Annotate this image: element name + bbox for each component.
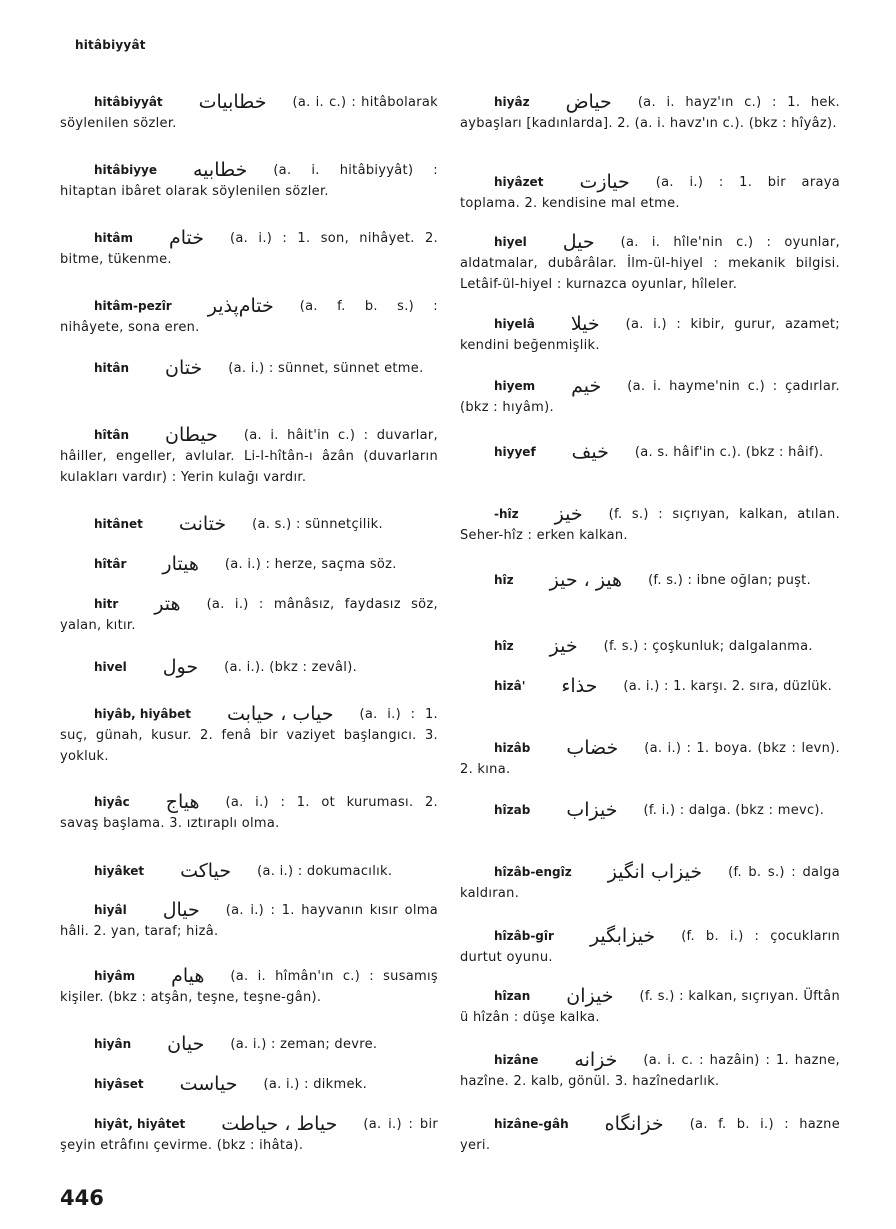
entry-headword: hiyâset [94, 1077, 144, 1091]
entry-definition: (a. s.) : sünnetçilik. [252, 517, 383, 532]
entry-headword: hiyel [494, 235, 527, 249]
dictionary-entry [460, 442, 840, 463]
entry-arabic-script: خيز [549, 635, 578, 657]
entry-definition: (a. i.) : 1. ot kuruması. 2. savaş başlama. 3. ıztıraplı olma. [60, 795, 438, 831]
running-head: hitâbiyyât [75, 38, 146, 52]
entry-arabic-script: حياط ، حياطت [221, 1113, 338, 1135]
dictionary-entry [460, 738, 840, 780]
entry-headword: hitâbiyye [94, 163, 157, 177]
entry-definition: (f. b. s.) : dalga kaldıran. [460, 865, 840, 901]
entry-definition: (f. s.) : sıçrıyan, kalkan, atılan. Seher-hîz : erken kalkan. [460, 507, 840, 543]
entry-arabic-script: خيلا [570, 313, 600, 335]
dictionary-entry [60, 900, 438, 942]
dictionary-entry [60, 1034, 438, 1055]
entry-headword: hîz [494, 639, 514, 653]
entry-headword: hiyyef [494, 445, 536, 459]
entry-definition: (a. i. hitâbiyyât) : hitaptan ibâret olarak söylenilen sözler. [60, 163, 438, 199]
entry-arabic-script: حياض [565, 91, 612, 113]
entry-arabic-script: خزانه [574, 1049, 618, 1071]
entry-definition: (a. i.) : zeman; devre. [230, 1037, 378, 1052]
entry-arabic-script: ختانت [178, 513, 227, 535]
entry-definition: (a. i.) : herze, saçma söz. [224, 557, 397, 572]
entry-arabic-script: خيزان [566, 985, 614, 1007]
dictionary-entry [460, 676, 840, 697]
entry-definition: (f. s.) : çoşkunluk; dalgalanma. [603, 639, 813, 654]
entry-arabic-script: حول [162, 656, 199, 678]
entry-headword: hîtân [94, 428, 130, 442]
entry-headword: hivel [94, 660, 127, 674]
entry-definition: (f. s.) : ibne oğlan; puşt. [648, 573, 812, 588]
entry-arabic-script: حيل [562, 231, 595, 253]
entry-arabic-script: حيال [162, 899, 200, 921]
entry-arabic-script: خطابيات [198, 91, 267, 113]
entry-arabic-script: هياج [165, 791, 200, 813]
entry-headword: hiyâz [494, 95, 530, 109]
entry-headword: hitânet [94, 517, 143, 531]
entry-headword: hîzâb-engîz [494, 865, 572, 879]
entry-arabic-script: ختان [165, 357, 203, 379]
entry-headword: hitâm [94, 231, 133, 245]
entry-arabic-script: ختام [169, 227, 205, 249]
entry-arabic-script: خضاب [566, 737, 619, 759]
entry-headword: hiyâm [94, 969, 136, 983]
entry-arabic-script: خيزاب انگيز [607, 861, 703, 883]
entry-headword: hîzâb-gîr [494, 929, 554, 943]
entry-arabic-script: حياكت [180, 860, 232, 882]
entry-arabic-script: خيز [554, 503, 583, 525]
entry-definition: (a. f. b. s.) : nihâyete, sona eren. [60, 299, 438, 335]
entry-arabic-script: حياست [179, 1073, 238, 1095]
dictionary-entry [460, 570, 840, 591]
entry-headword: hitâm-pezîr [94, 299, 172, 313]
dictionary-entry [460, 504, 840, 546]
dictionary-entry [60, 1114, 438, 1156]
entry-headword: hiyâket [94, 864, 145, 878]
dictionary-entry [460, 376, 840, 418]
dictionary-entry [60, 514, 438, 535]
entry-arabic-script: حياب ، حيابت [226, 703, 334, 725]
entry-definition: (a. i.). (bkz : zevâl). [224, 660, 358, 675]
entry-headword: hîzab [494, 803, 531, 817]
entry-definition: (a. i.) : 1. bir araya toplama. 2. kendisine mal etme. [460, 175, 840, 211]
entry-arabic-script: هيز ، حيز [549, 569, 623, 591]
dictionary-entry [460, 314, 840, 356]
entry-arabic-script: خيزابگير [589, 925, 656, 947]
entry-arabic-script: ختام‌پذير [207, 295, 274, 317]
entry-definition: (a. i. hîmân'ın c.) : susamış kişiler. (bkz : atşân, teşne, teşne-gân). [60, 969, 438, 1005]
dictionary-entry [60, 160, 438, 202]
dictionary-entry [60, 966, 438, 1008]
entry-headword: hiyâc [94, 795, 130, 809]
entry-headword: hizâb [494, 741, 531, 755]
dictionary-entry [60, 704, 438, 767]
entry-headword: hîtâr [94, 557, 127, 571]
dictionary-entry [60, 358, 438, 379]
entry-definition: (a. i.) : dokumacılık. [257, 864, 393, 879]
entry-definition: (a. i. hîle'nin c.) : oyunlar, aldatmalar, dubârâlar. İlm-ül-hiyel : mekanik bilgisi. Letâif-ül-hiyel : kurnazca oyunlar, hîleler. [460, 235, 840, 292]
entry-headword: hitr [94, 597, 119, 611]
entry-headword: -hîz [494, 507, 519, 521]
entry-definition: (a. i.) : kibir, gurur, azamet; kendini beğenmişlik. [460, 317, 840, 353]
entry-arabic-script: خطابيه [192, 159, 248, 181]
entry-headword: hiyem [494, 379, 536, 393]
dictionary-entry [460, 926, 840, 968]
dictionary-entry [460, 232, 840, 295]
entry-definition: (a. i.) : 1. karşı. 2. sıra, düzlük. [623, 679, 833, 694]
entry-headword: hiyât, hiyâtet [94, 1117, 186, 1131]
entry-arabic-script: خيف [571, 441, 609, 463]
entry-arabic-script: حذاء [561, 675, 598, 697]
dictionary-entry [460, 92, 840, 134]
entry-definition: (a. i.) : mânâsız, faydasız söz, yalan, kıtır. [60, 597, 438, 633]
entry-headword: hizâ' [494, 679, 526, 693]
entry-definition: (a. s. hâif'in c.). (bkz : hâif). [634, 445, 824, 460]
entry-arabic-script: حيان [167, 1033, 205, 1055]
entry-headword: hizâne [494, 1053, 539, 1067]
entry-definition: (a. i.) : dikmek. [263, 1077, 368, 1092]
dictionary-entry [460, 636, 840, 657]
entry-definition: (a. i.) : 1. hayvanın kısır olma hâli. 2. yan, taraf; hizâ. [60, 903, 438, 939]
dictionary-entry [60, 657, 438, 678]
entry-definition: (f. s.) : kalkan, sıçrıyan. Üftân ü hîzân : düşe kalka. [460, 989, 840, 1025]
entry-headword: hîz [494, 573, 514, 587]
entry-headword: hitân [94, 361, 130, 375]
entry-headword: hiyâb, hiyâbet [94, 707, 191, 721]
dictionary-entry [60, 228, 438, 270]
dictionary-entry [60, 92, 438, 134]
entry-headword: hîzan [494, 989, 531, 1003]
dictionary-entry [60, 861, 438, 882]
entry-definition: (a. i.) : 1. son, nihâyet. 2. bitme, tükenme. [60, 231, 438, 267]
dictionary-entry [460, 172, 840, 214]
entry-definition: (a. i. hâit'in c.) : duvarlar, hâiller, engeller, avlular. Li-l-hîtân-ı âzân (duvarların kulakları vardır) : Yerin kulağı vardır. [60, 428, 438, 485]
entry-definition: (a. i.) : 1. boya. (bkz : levn). 2. kına. [460, 741, 840, 777]
entry-arabic-script: خزانگاه [604, 1113, 664, 1135]
entry-definition: (a. i. c. : hazâin) : 1. hazne, hazîne. 2. kalb, gönül. 3. hazînedarlık. [460, 1053, 840, 1089]
entry-arabic-script: حيازت [579, 171, 630, 193]
entry-definition: (a. i. hayme'nin c.) : çadırlar. (bkz : hıyâm). [460, 379, 840, 415]
dictionary-entry [60, 296, 438, 338]
entry-definition: (a. i.) : sünnet, sünnet etme. [228, 361, 424, 376]
dictionary-entry [60, 594, 438, 636]
page-number: 446 [60, 1186, 104, 1210]
dictionary-entry [460, 1050, 840, 1092]
entry-definition: (f. b. i.) : çocukların durtut oyunu. [460, 929, 840, 965]
entry-definition: (a. i.) : bir şeyin etrâfını çevirme. (bkz : ihâta). [60, 1117, 438, 1153]
entry-arabic-script: خيزاب [566, 799, 618, 821]
dictionary-entry [60, 425, 438, 488]
entry-arabic-script: خيم [571, 375, 602, 397]
entry-headword: hitâbiyyât [94, 95, 163, 109]
entry-definition: (a. i. hayz'ın c.) : 1. hek. aybaşları [kadınlarda]. 2. (a. i. havz'ın c.). (bkz : hîyâz). [460, 95, 840, 131]
entry-headword: hizâne-gâh [494, 1117, 569, 1131]
dictionary-entry [60, 792, 438, 834]
dictionary-entry [60, 554, 438, 575]
entry-arabic-script: هتر [154, 593, 181, 615]
entry-headword: hiyâl [94, 903, 127, 917]
entry-definition: (a. i. c.) : hitâbolarak söylenilen sözler. [60, 95, 438, 131]
entry-definition: (a. f. b. i.) : hazne yeri. [460, 1117, 840, 1153]
dictionary-entry [460, 1114, 840, 1156]
dictionary-entry [460, 862, 840, 904]
entry-headword: hiyâzet [494, 175, 544, 189]
dictionary-entry [60, 1074, 438, 1095]
entry-arabic-script: هيام [171, 965, 205, 987]
entry-arabic-script: حيطان [165, 424, 218, 446]
entry-arabic-script: هيتار [162, 553, 199, 575]
entry-headword: hiyelâ [494, 317, 535, 331]
entry-headword: hiyân [94, 1037, 132, 1051]
dictionary-entry [460, 986, 840, 1028]
entry-definition: (a. i.) : 1. suç, günah, kusur. 2. fenâ bir vaziyet başlangıcı. 3. yokluk. [60, 707, 438, 764]
dictionary-entry [460, 800, 840, 821]
entry-definition: (f. i.) : dalga. (bkz : mevc). [643, 803, 825, 818]
